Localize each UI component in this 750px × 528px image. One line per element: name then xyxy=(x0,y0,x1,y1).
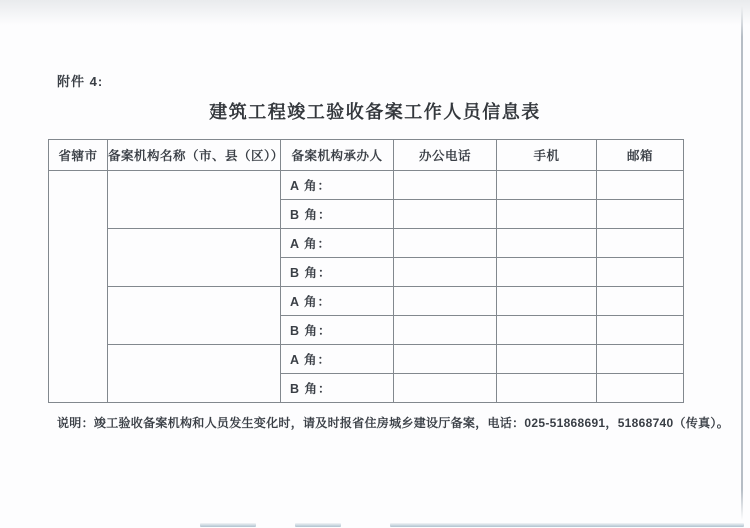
email-cell xyxy=(597,374,684,403)
scan-top-shadow xyxy=(0,0,750,28)
office-phone-cell xyxy=(394,316,497,345)
city-cell xyxy=(49,171,108,403)
scan-bottom-edge-mark xyxy=(390,523,744,527)
email-cell xyxy=(597,229,684,258)
mobile-cell xyxy=(497,374,597,403)
email-cell xyxy=(597,171,684,200)
mobile-cell xyxy=(497,200,597,229)
role-label-cell: B 角： xyxy=(281,258,394,287)
table-header-row xyxy=(49,140,684,171)
role-label-cell: B 角： xyxy=(281,316,394,345)
header-cell-city: 省辖市 xyxy=(49,140,108,171)
mobile-cell xyxy=(497,171,597,200)
header-cell-office-phone: 办公电话 xyxy=(394,140,497,171)
page-title: 建筑工程竣工验收备案工作人员信息表 xyxy=(209,102,541,122)
table-row xyxy=(49,171,684,200)
header-cell-email: 邮箱 xyxy=(597,140,684,171)
footer-note: 说明：竣工验收备案机构和人员发生变化时，请及时报省住房城乡建设厅备案，电话：025-51868691，51868740（传真）。 xyxy=(57,416,730,430)
org-name-cell xyxy=(108,345,281,403)
office-phone-cell xyxy=(394,345,497,374)
scan-page-right-edge xyxy=(741,6,743,520)
mobile-cell xyxy=(497,258,597,287)
attachment-label: 附件 4: xyxy=(57,74,104,89)
office-phone-cell xyxy=(394,374,497,403)
email-cell xyxy=(597,316,684,345)
scan-bottom-edge-mark xyxy=(200,523,256,527)
role-label-cell: A 角： xyxy=(281,171,394,200)
email-cell xyxy=(597,200,684,229)
org-name-cell xyxy=(108,229,281,287)
staff-info-table xyxy=(48,139,684,403)
mobile-cell xyxy=(497,316,597,345)
office-phone-cell xyxy=(394,287,497,316)
office-phone-cell xyxy=(394,229,497,258)
table-row xyxy=(49,287,684,316)
role-label-cell: B 角： xyxy=(281,200,394,229)
mobile-cell xyxy=(497,287,597,316)
mobile-cell xyxy=(497,229,597,258)
table-row xyxy=(49,229,684,258)
office-phone-cell xyxy=(394,171,497,200)
email-cell xyxy=(597,287,684,316)
role-label-cell: A 角： xyxy=(281,229,394,258)
office-phone-cell xyxy=(394,200,497,229)
role-label-cell: A 角： xyxy=(281,287,394,316)
org-name-cell xyxy=(108,171,281,229)
header-cell-undertaker: 备案机构承办人 xyxy=(281,140,394,171)
role-label-cell: B 角： xyxy=(281,374,394,403)
header-cell-org-name: 备案机构名称（市、县（区）） xyxy=(108,140,281,171)
scan-bottom-edge-mark xyxy=(295,523,341,527)
email-cell xyxy=(597,258,684,287)
email-cell xyxy=(597,345,684,374)
table-row xyxy=(49,345,684,374)
office-phone-cell xyxy=(394,258,497,287)
role-label-cell: A 角： xyxy=(281,345,394,374)
header-cell-mobile: 手机 xyxy=(497,140,597,171)
mobile-cell xyxy=(497,345,597,374)
org-name-cell xyxy=(108,287,281,345)
